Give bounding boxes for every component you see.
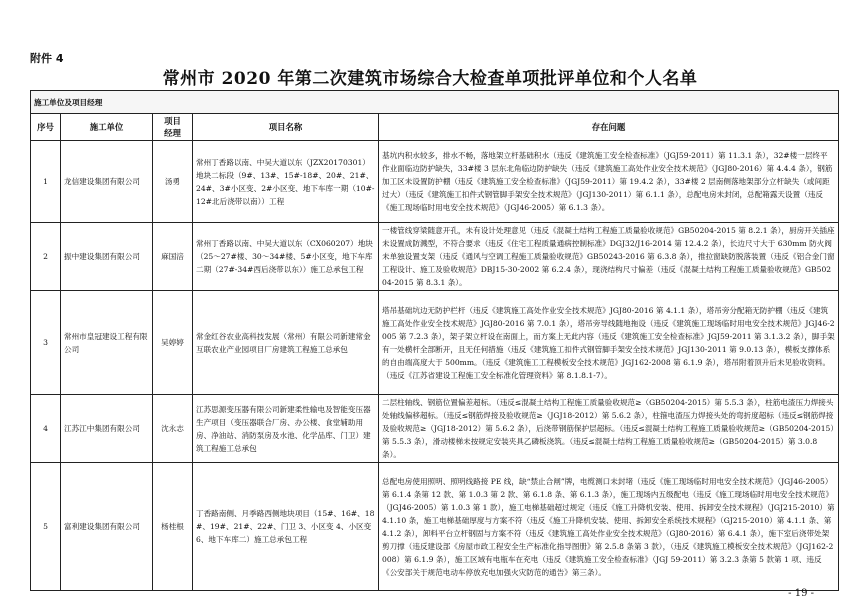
col-header-manager: 项目 经理 [153, 114, 193, 141]
row-unit: 富利建设集团有限公司 [61, 463, 153, 591]
row-issues: 一楼管线穿梁随意开孔，未有设计处理意见（违反《混凝土结构工程施工质量验收规范》GB50204-2015 第 8.2.1 条），厨房开关插座未设置成防溅型，不符合要求（违反《住宅工程质量通病控制标准》DGJ32/J16-2014 第 12.4.2 条），长边尺寸大于 630mm 防火阀未单独设置支架（违反《通风与空调工程施工质量验收规范》GB50243-2016 第 6.3.8 条），推拉窗缺防脱落装置（违反《铝合金门窗工程设计、施工及验收规范》DBJ15-30-2002 第 6.2.4 条），现浇结构尺寸偏差（违反《混凝土结构工程施工质量验收规范》GB50204-2015 第 8.3.1 条）。 [379, 223, 839, 291]
penalty-table [30, 90, 839, 591]
col-header-project: 项目名称 [193, 114, 379, 141]
row-project: 常金红谷农业高科技发展（常州）有限公司新建常金互联农业产业园项目厂房建筑工程施工总承包 [193, 291, 379, 395]
row-unit: 振中建设集团有限公司 [61, 223, 153, 291]
table-row [31, 291, 839, 395]
row-manager: 麻国涪 [153, 223, 193, 291]
row-no: 4 [31, 395, 61, 463]
section-header: 施工单位及项目经理 [31, 91, 839, 114]
row-project: 江苏思源变压器有限公司新建柔性输电及智能变压器生产项目（变压器联合厂房、办公楼、食堂辅助用房、净油站、消防泵房及水池、化学品库、门卫）建筑工程施工总承包 [193, 395, 379, 463]
table-row [31, 395, 839, 463]
row-issues: 总配电房使用照明、照明线路接 PE 线，缺“禁止合闸”牌，电缆测口未封堵（违反《施工现场临时用电安全技术规范》（JGJ46-2005）第 6.1.4 条第 12 款、第 1.0.3 第 2 款、第 6.1.8 条、第 6.1.3 条），施工现场内五级配电（违反《施工现场临时用电安全技术规范》（JGJ46-2005）第 1.0.3 第 1 款），施工电梯基础超过规定（违反《施工升降机安装、使用、拆卸安全技术规程》（JGJ215-2010）第 4.1.10 条，施工电梯基础厚度与方案不符（违反《施工升降机安装、使用、拆卸安全系统技术规程》（GJ215-2010）第 4.1.1 条、第 4.1.2 条），卸料平台立杆钢固与方案不符（违反《建筑施工高处作业安全技术规范》（GJ80-2016）第 6.4.1 条），施下室后浇带处架剪刀撑（违反建设部《房屋市政工程安全生产标准化指导图册》第 2.5.8 条第 3 款），（违反《建筑施工模板安全技术规范》（JGJ162-2008）第 6.1.9 条），施工区域有电瓶车在充电（违反《建筑施工安全检查标准》（JGJ 59-2011）第 3.2.3 条第 5 款第 1 项、违反《公安部关于规范电动车停放充电加强火灾防范的通告》第三条）。 [379, 463, 839, 591]
row-unit: 龙信建设集团有限公司 [61, 141, 153, 223]
table-row [31, 463, 839, 591]
table-row [31, 141, 839, 223]
table-header-row [31, 114, 839, 141]
row-no: 1 [31, 141, 61, 223]
row-project: 常州丁香路以南、中吴大道以东（JZX20170301）地块二标段（9#、13#、15#-18#、20#、21#、24#、3#小区变、2#小区变、地下车库一期（10#-12#北后浇带以南））工程 [193, 141, 379, 223]
row-no: 2 [31, 223, 61, 291]
document-title: 常州市 2020 年第二次建筑市场综合大检查单项批评单位和个人名单 [162, 69, 698, 89]
row-unit: 常州市皇冠建设工程有限公司 [61, 291, 153, 395]
row-issues: 基坑内积水较多，排水不畅，落地架立杆基础积水（违反《建筑施工安全检查标准》（JGJ59-2011）第 11.3.1 条），32#楼一层终平作业面临边防护缺失，33#楼 3 层东北角临边防护缺失（违反《建筑施工高处作业安全技术规范》（JGJ80-2016）第 4.4.4 条），钢筋加工区未设置防护棚（违反《建筑施工安全检查标准》（JGJ59-2011）第 19.4.2 条），33#楼 2 层南侧落地架部分立杆缺失（或间距过大）（违反《建筑施工扣件式钢管脚手架安全技术规范》（JGJ130-2011）第 6.1.1 条），总配电房未封闭，总配箱露天设置（违反《施工现场临时用电安全技术规范》（JGJ46-2005）第 6.1.3 条）。 [379, 141, 839, 223]
col-header-no: 序号 [31, 114, 61, 141]
row-manager: 吴婷婷 [153, 291, 193, 395]
col-header-issues: 存在问题 [379, 114, 839, 141]
page-number: - 19 - [788, 588, 814, 599]
row-project: 常州丁香路以南、中吴大道以东（CX060207）地块（25～27#楼、30～34#楼、5#小区变，地下车库二期（27#-34#西后浇带以东））施工总承包工程 [193, 223, 379, 291]
col-header-unit: 施工单位 [61, 114, 153, 141]
row-no: 5 [31, 463, 61, 591]
table-row [31, 223, 839, 291]
row-unit: 江苏江中集团有限公司 [61, 395, 153, 463]
attachment-label: 附件 4 [30, 52, 64, 65]
row-manager: 沈永志 [153, 395, 193, 463]
row-manager: 汤勇 [153, 141, 193, 223]
row-manager: 杨桂根 [153, 463, 193, 591]
row-no: 3 [31, 291, 61, 395]
row-issues: 塔吊基础坑边无防护栏杆（违反《建筑施工高处作业安全技术规范》JGJ80-2016 第 4.1.1 条），塔吊旁分配箱无防护棚（违反《建筑施工高处作业安全技术规范》JGJ80-2016 第 7.0.1 条），塔吊旁导线随地拖设（违反《建筑施工现场临时用电安全技术规范》JGJ46-2005 第 7.2.3 条），架子架立杆设在南面上，而方案上无此内容（违反《建筑施工安全检查标准》JGJ59-2011 第 3.1.3.2 条），脚手架有一处横杆全部断开，且无任何措施（违反《建筑施工扣件式钢管脚手架安全技术规范》JGJ130-2011 第 9.0.13 条），模板支撑体系的自由端高度大于 500mm。（违反《建筑施工工程模板安全技术规范》JGJ162-2008 第 6.1.9 条），塔吊附着顶升后未见验收资料。（违反《江苏省建设工程施工安全标准化管理资料》第 8.1.8.1-7）。 [379, 291, 839, 395]
row-project: 丁香路南侧、月季路西侧地块项目（15#、16#、18#、19#、21#、22#、门卫 3、小区变 4、小区变 6、地下车库二）施工总承包工程 [193, 463, 379, 591]
row-issues: 二层柱轴线、钢筋位置偏差超标。（违反≤混凝土结构工程施工质量验收规范≥（GB50204-2015）第 5.5.3 条），柱筋电渣压力焊接头处轴线偏移超标。（违反≤钢筋焊接及验收规范≥（JGJ18-2012）第 5.6.2 条），柱箍电渣压力焊接头处的弯折度超标（违反≤钢筋焊接及验收规范≥（JGJ18-2012）第 5.6.2 条），后浇带钢筋保护层超标。（违反≤混凝土结构工程施工质量验收规范≥（GB50204-2015）第 5.5.3 条），滑动楼梯未按规定安装夹具乙磷板浇筑。（违反≤混凝土结构工程施工质量验收规范≥（GB50204-2015）第 3.0.8 条）。 [379, 395, 839, 463]
